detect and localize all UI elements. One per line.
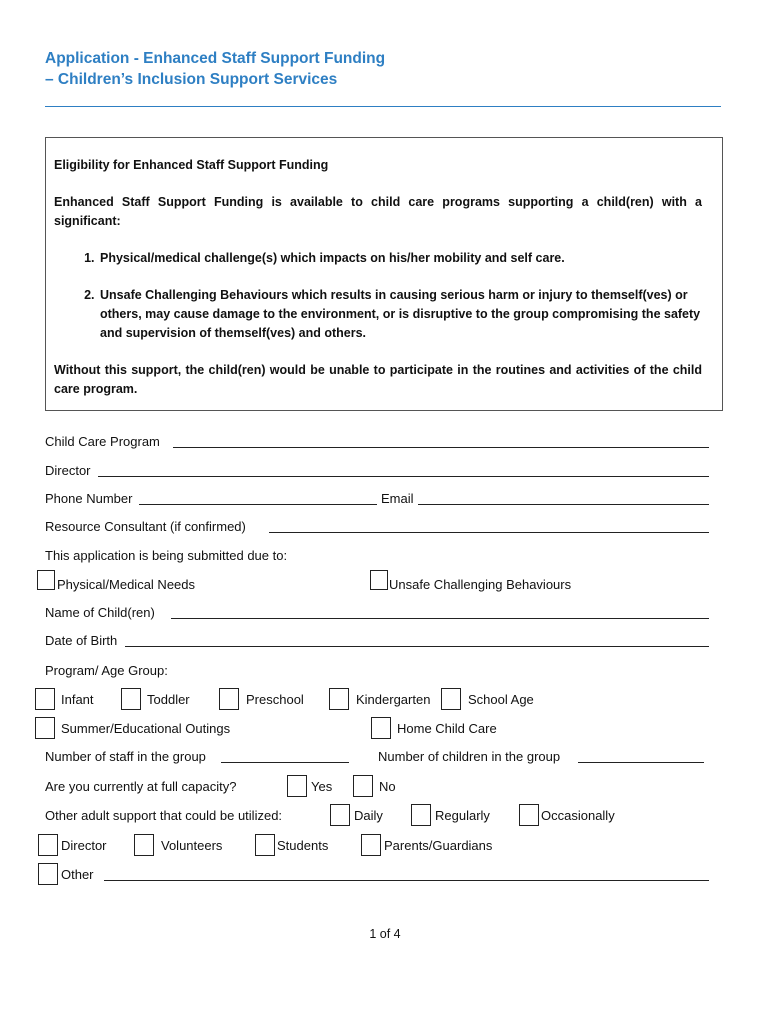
director-field[interactable]: [98, 476, 709, 477]
support-director-label: Director: [61, 838, 107, 853]
daily-label: Daily: [354, 808, 383, 823]
row-age-groups-1: [45, 690, 710, 710]
capacity-yes-checkbox[interactable]: [287, 775, 307, 797]
adult-support-label: Other adult support that could be utilized:: [45, 808, 283, 823]
kindergarten-label: Kindergarten: [356, 692, 431, 707]
staff-count-label: Number of staff in the group: [45, 749, 206, 764]
children-count-field[interactable]: [578, 762, 704, 763]
page-title: [45, 48, 725, 90]
phone-label: Phone Number: [45, 491, 133, 506]
child-care-program-label: Child Care Program: [45, 434, 160, 449]
volunteers-label: Volunteers: [161, 838, 223, 853]
students-label: Students: [277, 838, 329, 853]
other-checkbox[interactable]: [38, 863, 58, 885]
row-director: [45, 461, 710, 481]
capacity-label: Are you currently at full capacity?: [45, 779, 237, 794]
students-checkbox[interactable]: [255, 834, 275, 856]
capacity-no-checkbox[interactable]: [353, 775, 373, 797]
row-support-types: [45, 836, 710, 856]
title-divider: [45, 106, 721, 107]
occasionally-checkbox[interactable]: [519, 804, 539, 826]
row-adult-support: [45, 806, 710, 826]
row-resource-consultant: [45, 517, 710, 537]
school-age-checkbox[interactable]: [441, 688, 461, 710]
row-dob: [45, 631, 710, 651]
row-other: [45, 865, 710, 885]
eligibility-title: Eligibility for Enhanced Staff Support Funding: [54, 158, 329, 172]
row-reasons: [45, 575, 710, 595]
home-child-care-label: Home Child Care: [397, 721, 497, 736]
regularly-label: Regularly: [435, 808, 490, 823]
unsafe-behaviours-label: Unsafe Challenging Behaviours: [389, 577, 572, 592]
eligibility-list: [54, 249, 702, 343]
preschool-label: Preschool: [246, 692, 304, 707]
row-program-age: [45, 661, 710, 681]
school-age-label: School Age: [468, 692, 534, 707]
home-child-care-checkbox[interactable]: [371, 717, 391, 739]
child-care-program-field[interactable]: [173, 447, 709, 448]
row-submitted-due: [45, 546, 710, 566]
volunteers-checkbox[interactable]: [134, 834, 154, 856]
physical-needs-checkbox[interactable]: [37, 570, 55, 590]
children-count-label: Number of children in the group: [378, 749, 561, 764]
parents-guardians-checkbox[interactable]: [361, 834, 381, 856]
summer-outings-checkbox[interactable]: [35, 717, 55, 739]
phone-field[interactable]: [139, 504, 377, 505]
eligibility-closing: Without this support, the child(ren) would be unable to participate in the routines and activities of the child care program.: [54, 363, 702, 396]
kindergarten-checkbox[interactable]: [329, 688, 349, 710]
other-field[interactable]: [104, 880, 709, 881]
physical-needs-label: Physical/Medical Needs: [57, 577, 196, 592]
row-capacity: [45, 777, 710, 797]
eligibility-item-behaviours: 2. Unsafe Challenging Behaviours which results in causing serious harm or injury to themself(ves) or others, may cause damage to the environment, or is disruptive to the group compromising the safety and supervision of themself(ves) and others.: [98, 286, 702, 343]
dob-label: Date of Birth: [45, 633, 118, 648]
eligibility-box: [45, 137, 723, 411]
row-group-counts: [45, 747, 710, 767]
dob-field[interactable]: [125, 646, 709, 647]
infant-checkbox[interactable]: [35, 688, 55, 710]
regularly-checkbox[interactable]: [411, 804, 431, 826]
director-checkbox[interactable]: [38, 834, 58, 856]
preschool-checkbox[interactable]: [219, 688, 239, 710]
eligibility-intro: Enhanced Staff Support Funding is available to child care programs supporting a child(ren) with a significant:: [54, 195, 702, 228]
row-child-name: [45, 603, 710, 623]
summer-outings-label: Summer/Educational Outings: [61, 721, 231, 736]
toddler-label: Toddler: [147, 692, 190, 707]
daily-checkbox[interactable]: [330, 804, 350, 826]
eligibility-item-physical: 1. Physical/medical challenge(s) which impacts on his/her mobility and self care.: [98, 249, 702, 268]
other-label: Other: [61, 867, 94, 882]
page-number: 1 of 4: [369, 927, 401, 941]
row-age-groups-2: [45, 719, 710, 739]
row-child-care-program: [45, 432, 710, 452]
infant-label: Infant: [61, 692, 94, 707]
resource-consultant-label: Resource Consultant (if confirmed): [45, 519, 246, 534]
capacity-no-label: No: [379, 779, 396, 794]
resource-consultant-field[interactable]: [269, 532, 709, 533]
title-line-1: Application - Enhanced Staff Support Funding: [45, 50, 386, 67]
email-field[interactable]: [418, 504, 709, 505]
director-label: Director: [45, 463, 91, 478]
program-age-label: Program/ Age Group:: [45, 663, 168, 678]
toddler-checkbox[interactable]: [121, 688, 141, 710]
child-name-field[interactable]: [171, 618, 709, 619]
capacity-yes-label: Yes: [311, 779, 333, 794]
child-name-label: Name of Child(ren): [45, 605, 155, 620]
parents-guardians-label: Parents/Guardians: [384, 838, 493, 853]
row-phone-email: [45, 489, 710, 509]
submitted-due-label: This application is being submitted due to:: [45, 548, 288, 563]
unsafe-behaviours-checkbox[interactable]: [370, 570, 388, 590]
email-label: Email: [381, 491, 414, 506]
title-line-2: – Children’s Inclusion Support Services: [45, 71, 338, 88]
occasionally-label: Occasionally: [541, 808, 615, 823]
staff-count-field[interactable]: [221, 762, 349, 763]
